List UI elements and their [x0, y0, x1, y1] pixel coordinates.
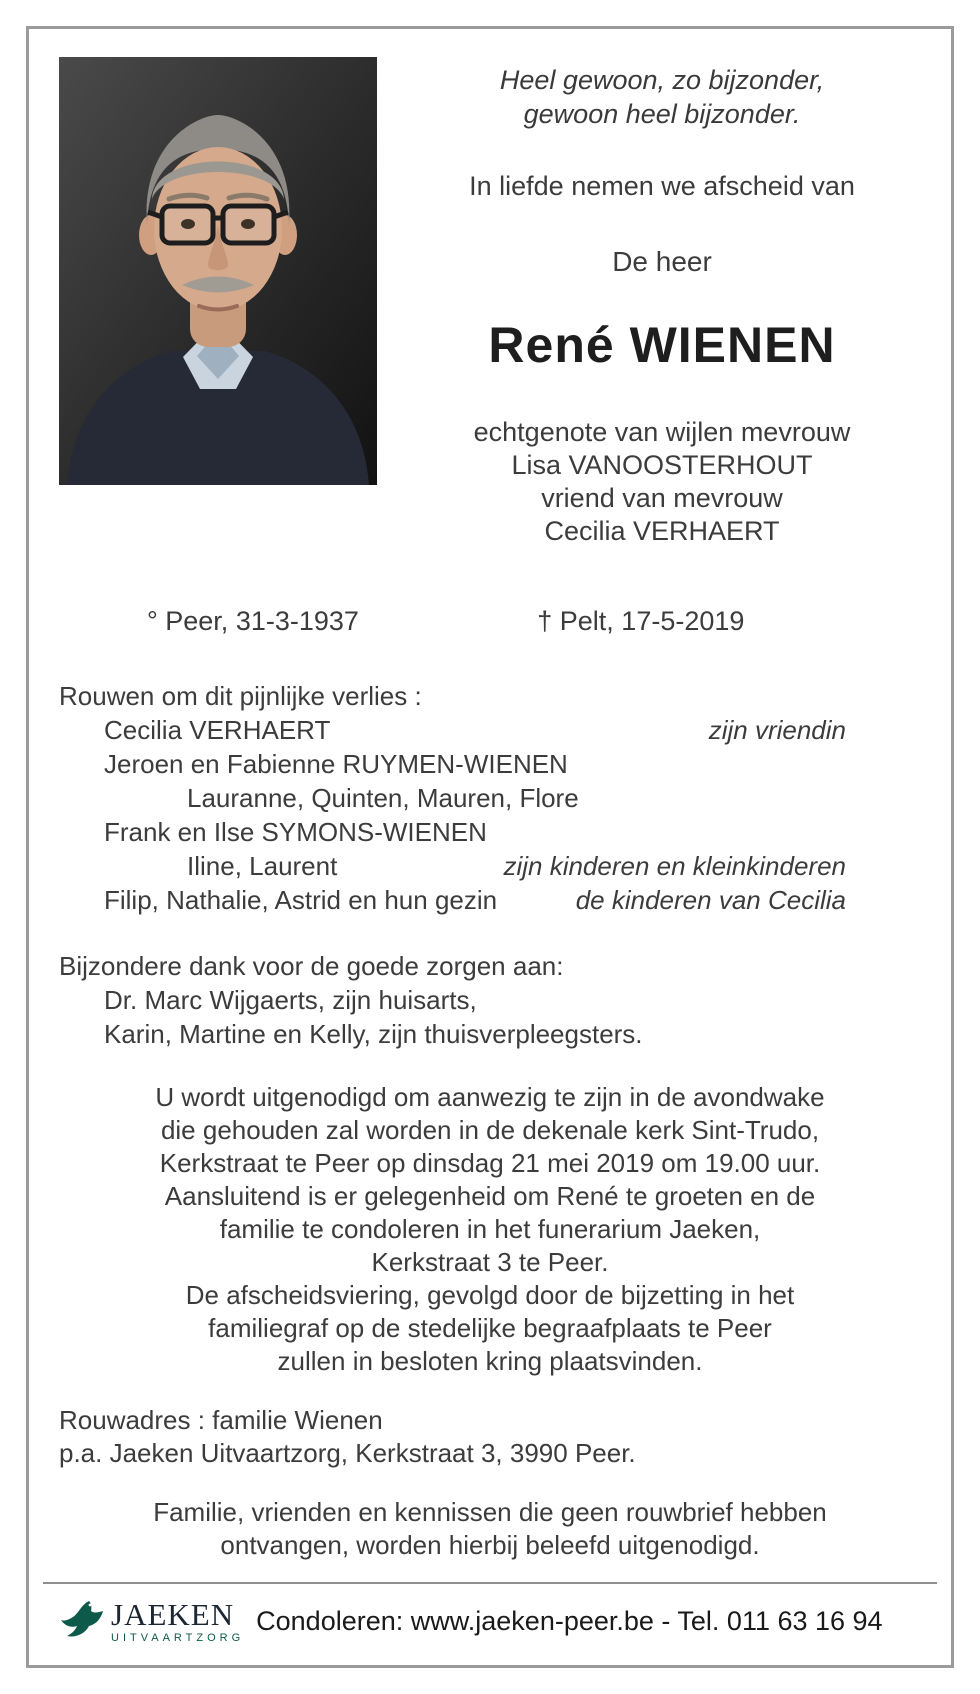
dove-icon — [59, 1596, 105, 1647]
address-line: Rouwadres : familie Wienen — [59, 1405, 383, 1435]
intro-line: In liefde nemen we afscheid van — [469, 171, 855, 201]
thanks-title: Bijzondere dank voor de goede zorgen aan: — [59, 951, 564, 981]
invitation-line: U wordt uitgenodigd om aanwezig te zijn in de avondwake — [155, 1082, 825, 1112]
thanks-section — [59, 949, 921, 1051]
mourning-title: Rouwen om dit pijnlijke verlies : — [59, 681, 422, 711]
mourning-role: zijn vriendin — [708, 715, 846, 745]
thanks-line: Dr. Marc Wijgaerts, zijn huisarts, — [104, 985, 477, 1015]
relation-line-3: vriend van mevrouw — [541, 483, 783, 513]
deceased-name: René WIENEN — [488, 317, 836, 373]
mourning-name: Filip, Nathalie, Astrid en hun gezin — [104, 885, 498, 915]
funeral-home-logo — [59, 1596, 244, 1647]
invitation-line: familie te condoleren in het funerarium Jaeken, — [219, 1214, 761, 1244]
thanks-line: Karin, Martine en Kelly, zijn thuisverpleegsters. — [104, 1019, 643, 1049]
logo-name: JAEKEN — [111, 1596, 235, 1632]
mourning-name: Lauranne, Quinten, Mauren, Flore — [187, 783, 579, 813]
motto-line-1: Heel gewoon, zo bijzonder, — [499, 65, 825, 95]
mourning-role: zijn kinderen en kleinkinderen — [503, 851, 846, 881]
mourning-name: Cecilia VERHAERT — [104, 715, 331, 745]
mourning-section — [59, 679, 921, 917]
salutation: De heer — [612, 246, 712, 277]
mourning-row — [59, 781, 846, 815]
mourning-row — [59, 815, 846, 849]
portrait-photo — [59, 57, 377, 485]
motto — [500, 63, 824, 131]
mourning-row — [59, 883, 846, 917]
invitation-line: familiegraf op de stedelijke begraafplaats te Peer — [208, 1313, 772, 1343]
invitation-line: zullen in besloten kring plaatsvinden. — [277, 1346, 703, 1376]
closing-line: Familie, vrienden en kennissen die geen rouwbrief hebben — [153, 1497, 827, 1527]
footer-divider — [43, 1582, 937, 1584]
closing-note — [59, 1496, 921, 1562]
logo-subtitle: UITVAARTZORG — [111, 1631, 245, 1644]
mourning-name: Jeroen en Fabienne RUYMEN-WIENEN — [104, 749, 568, 779]
relations — [474, 416, 851, 548]
mourning-address — [59, 1404, 921, 1470]
relation-line-1: echtgenote van wijlen mevrouw — [473, 417, 851, 447]
obituary-card — [26, 26, 954, 1668]
mourning-name: Iline, Laurent — [187, 851, 338, 881]
footer — [59, 1596, 921, 1647]
death-date: † Pelt, 17-5-2019 — [537, 606, 745, 636]
invitation-line: Aansluitend is er gelegenheid om René te groeten en de — [164, 1181, 816, 1211]
mourning-name: Frank en Ilse SYMONS-WIENEN — [104, 817, 487, 847]
birth-date: ° Peer, 31-3-1937 — [146, 606, 359, 636]
invitation-line: die gehouden zal worden in de dekenale kerk Sint-Trudo, — [160, 1115, 820, 1145]
mourning-row — [59, 849, 846, 883]
invitation-section — [59, 1081, 921, 1378]
condolence-contact: Condoleren: www.jaeken-peer.be - Tel. 011 63 16 94 — [256, 1606, 883, 1636]
motto-line-2: gewoon heel bijzonder. — [523, 99, 801, 129]
relation-line-4: Cecilia VERHAERT — [544, 516, 780, 546]
relation-line-2: Lisa VANOOSTERHOUT — [511, 450, 813, 480]
portrait-illustration — [59, 57, 377, 485]
mourning-row — [59, 747, 846, 781]
address-line: p.a. Jaeken Uitvaartzorg, Kerkstraat 3, 3990 Peer. — [59, 1438, 636, 1468]
invitation-line: De afscheidsviering, gevolgd door de bijzetting in het — [185, 1280, 795, 1310]
mourning-role: de kinderen van Cecilia — [575, 885, 846, 915]
header-text — [403, 57, 921, 548]
invitation-line: Kerkstraat te Peer op dinsdag 21 mei 2019 om 19.00 uur. — [159, 1148, 821, 1178]
closing-line: ontvangen, worden hierbij beleefd uitgenodigd. — [220, 1530, 760, 1560]
header-section — [59, 57, 921, 548]
dates-row — [59, 606, 921, 637]
logo-text — [111, 1596, 245, 1644]
invitation-line: Kerkstraat 3 te Peer. — [371, 1247, 609, 1277]
mourning-row — [59, 713, 846, 747]
